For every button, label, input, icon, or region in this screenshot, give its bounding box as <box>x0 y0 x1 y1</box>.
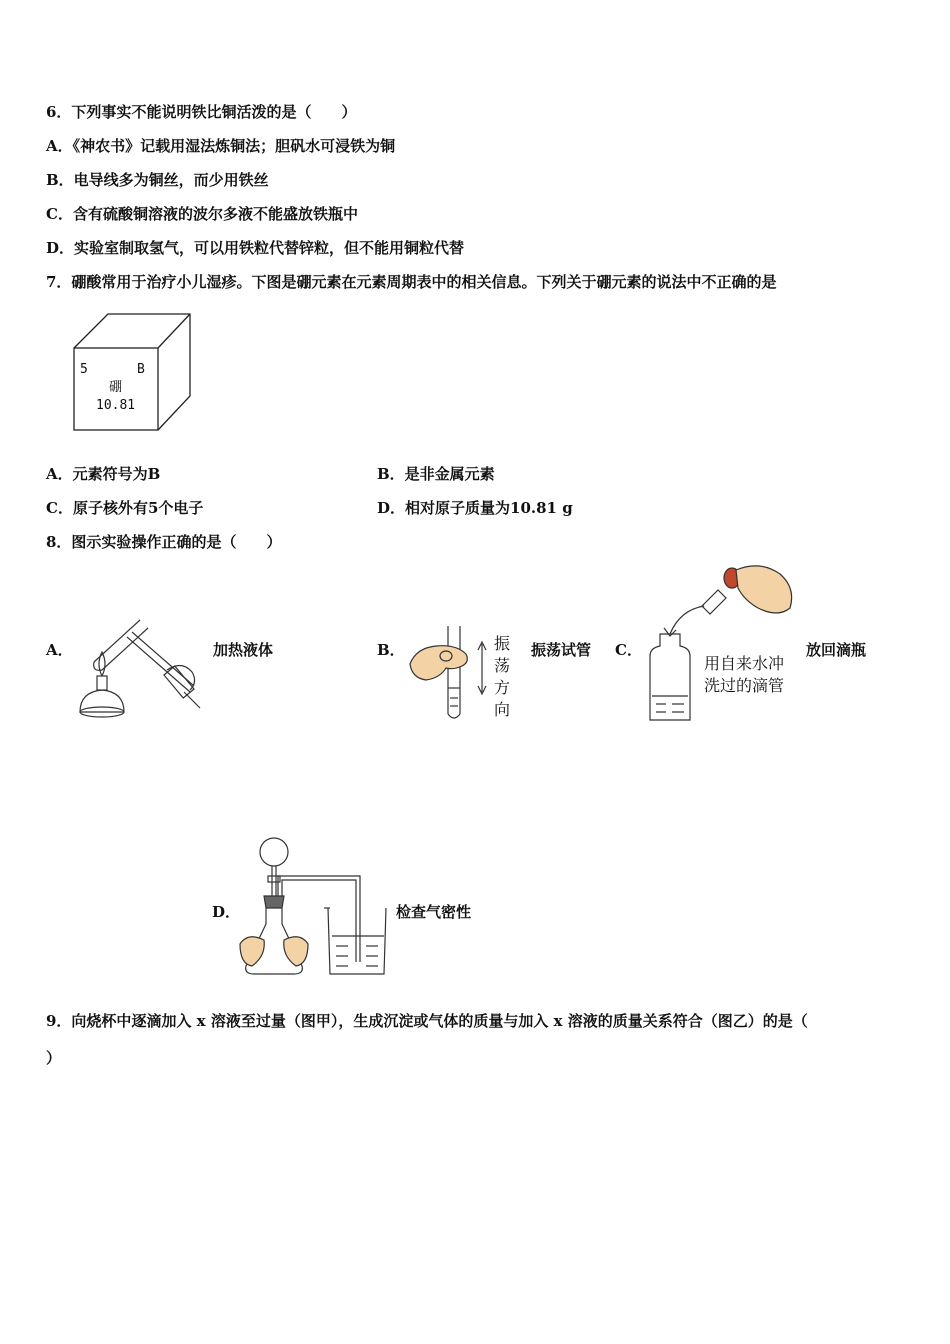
element-symbol: B <box>137 362 145 377</box>
q8-option-d-letter: D． <box>212 903 241 921</box>
dropper-bottle-figure <box>640 560 800 724</box>
q6-option-c: C．含有硫酸铜溶液的波尔多液不能盛放铁瓶中 <box>46 205 358 223</box>
element-mass: 10.81 <box>96 398 136 413</box>
q7-option-c: C．原子核外有5个电子 <box>46 499 204 517</box>
element-name: 硼 <box>109 380 123 395</box>
heating-liquid-figure <box>72 612 207 724</box>
shake-direction-char-3: 方 <box>494 678 511 697</box>
q9-stem: 9．向烧杯中逐滴加入 x 溶液至过量（图甲），生成沉淀或气体的质量与加入 x 溶液的质量关系符合（图乙）的是（ <box>46 1012 808 1030</box>
dropper-note-line-2: 洗过的滴管 <box>704 676 785 695</box>
q8-option-b-letter: B． <box>377 641 405 659</box>
dropper-note-line-1: 用自来水冲 <box>704 654 785 673</box>
q8-option-a-letter: A． <box>46 641 73 659</box>
q6-option-b: B．电导线多为铜丝，而少用铁丝 <box>46 171 269 189</box>
shake-direction-char-2: 荡 <box>494 656 511 675</box>
shaking-tube-figure <box>406 620 496 724</box>
q8-option-b-caption: 振荡试管 <box>531 641 592 659</box>
q8-stem: 8．图示实验操作正确的是（ ） <box>46 533 282 551</box>
q6-option-a: A．《神农书》记载用湿法炼铜法；胆矾水可浸铁为铜 <box>46 137 396 155</box>
q9-stem-continued: ） <box>46 1049 62 1067</box>
q8-option-d-caption: 检查气密性 <box>396 903 472 921</box>
q8-option-c-caption: 放回滴瓶 <box>806 641 867 659</box>
q7-option-b: B．是非金属元素 <box>377 465 495 483</box>
q8-option-c-letter: C． <box>615 641 642 659</box>
airtightness-check-figure <box>238 832 388 982</box>
q7-option-a: A．元素符号为B <box>46 465 161 483</box>
q7-option-d: D．相对原子质量为10.81 g <box>377 499 573 517</box>
shake-direction-char-1: 振 <box>494 634 511 653</box>
q6-stem: 6．下列事实不能说明铁比铜活泼的是（ ） <box>46 103 357 121</box>
element-number: 5 <box>80 362 88 377</box>
q8-option-a-caption: 加热液体 <box>213 641 274 659</box>
element-card-figure <box>70 310 195 435</box>
q6-option-d: D．实验室制取氢气，可以用铁粒代替锌粒，但不能用铜粒代替 <box>46 239 465 257</box>
shake-direction-char-4: 向 <box>494 700 511 719</box>
q7-stem: 7．硼酸常用于治疗小儿湿疹。下图是硼元素在元素周期表中的相关信息。下列关于硼元素的说法中不正确的是 <box>46 273 777 291</box>
